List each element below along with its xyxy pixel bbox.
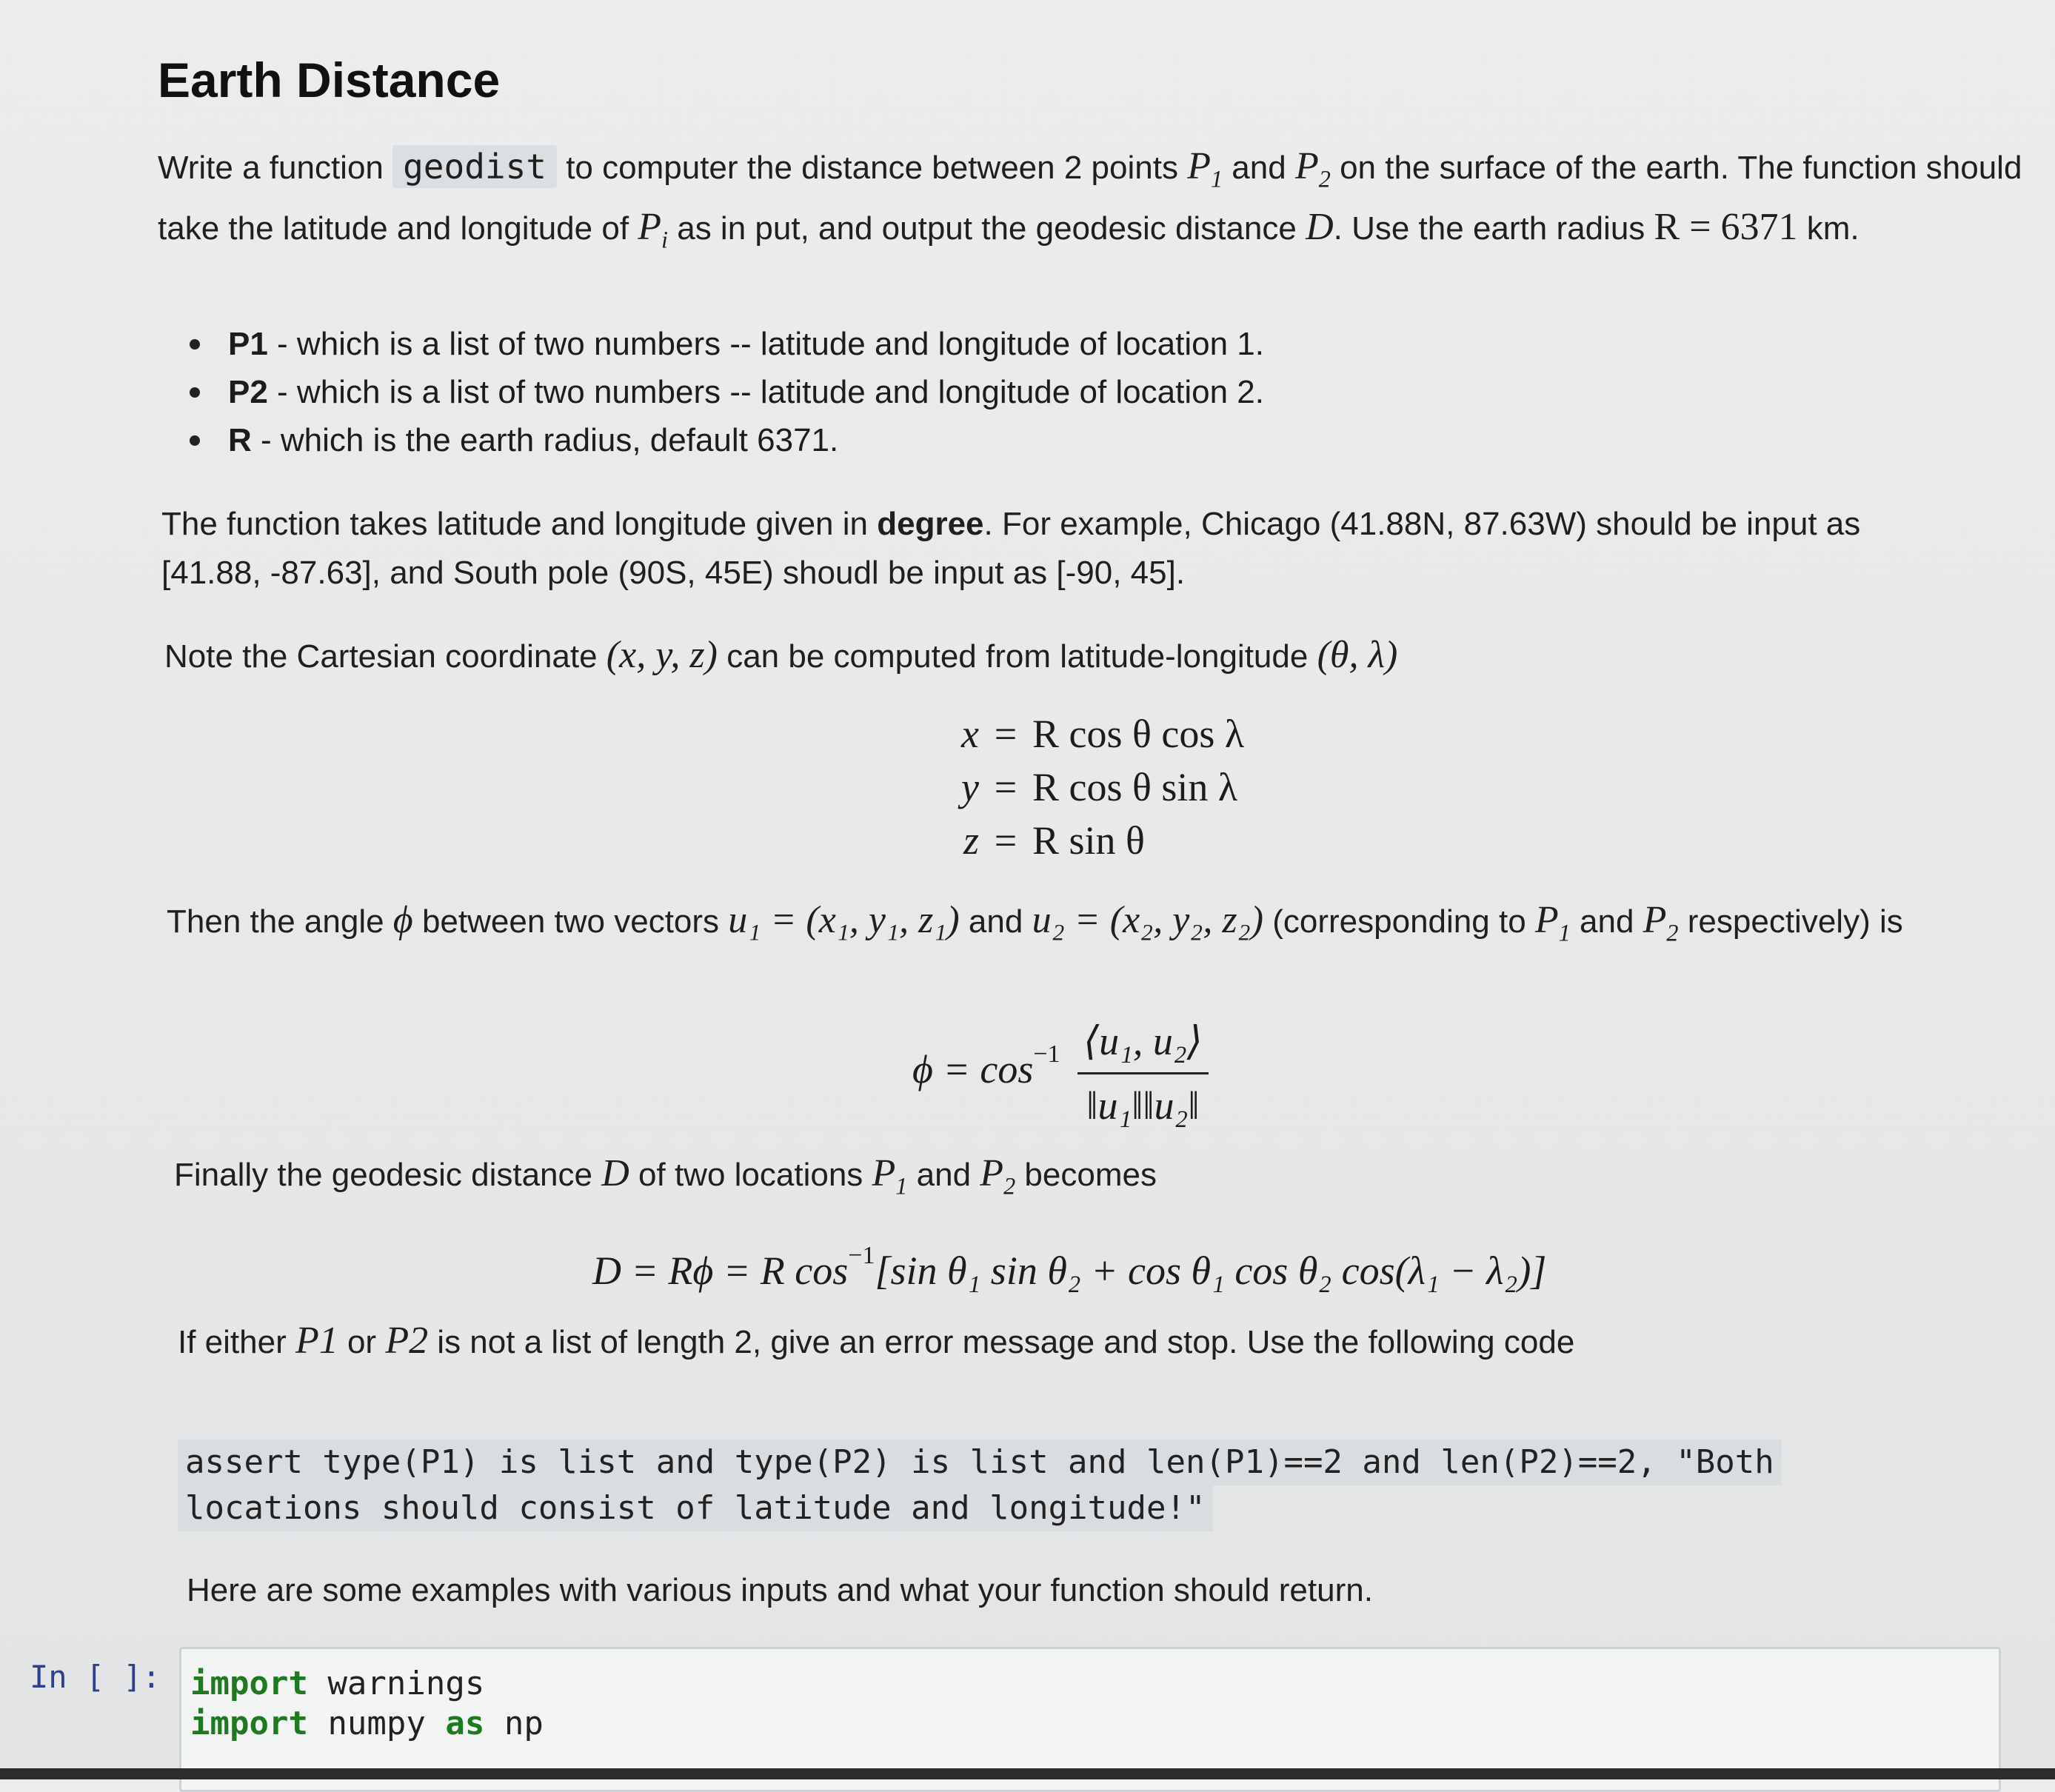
math-p1: $P_1$ xyxy=(872,1152,908,1200)
bullet-key: R xyxy=(228,422,252,458)
math-u1: u₁ = (x₁, y₁, z₁) xyxy=(728,899,960,941)
math-pi: $P_i$ xyxy=(638,206,669,253)
assert-code-block xyxy=(178,1440,1807,1531)
angle-paragraph xyxy=(167,896,2018,957)
intro-text-6: . Use the earth radius xyxy=(1333,210,1654,247)
angle-text-4: (corresponding to xyxy=(1263,903,1535,940)
math-p2: $P_2$ xyxy=(1643,899,1679,946)
distance-eq-part2: [sin θ₁ sin θ₂ + cos θ₁ cos θ₂ cos(λ₁ − λ₂)] xyxy=(875,1248,1547,1293)
keyword: as xyxy=(445,1705,485,1742)
equation-row xyxy=(935,760,1244,814)
distance-eq-part1: D = Rϕ = R cos xyxy=(592,1248,849,1293)
eq-sign: = xyxy=(994,712,1018,756)
code-line xyxy=(190,1664,544,1704)
final-paragraph xyxy=(174,1149,1951,1210)
phi-fraction xyxy=(1077,1014,1209,1132)
math-radius: R = 6371 xyxy=(1654,206,1798,249)
intro-text-1: Write a function xyxy=(158,150,393,186)
code-text: numpy xyxy=(307,1705,446,1742)
math-p1-label: P1 xyxy=(295,1320,338,1362)
keyword: import xyxy=(190,1705,308,1742)
cartesian-note xyxy=(164,631,1942,681)
final-text-2: of two locations xyxy=(629,1157,872,1193)
math-latlon: (θ, λ) xyxy=(1317,634,1398,676)
eq-rhs: R cos θ sin λ xyxy=(1032,765,1238,809)
math-d: D xyxy=(601,1152,629,1194)
error-paragraph xyxy=(178,1317,1955,1367)
equation-row xyxy=(935,814,1244,867)
final-text-3: and xyxy=(907,1157,980,1193)
cell-prompt: In [ ]: xyxy=(30,1659,161,1695)
equation-row xyxy=(935,707,1244,760)
code-text: np xyxy=(484,1705,544,1742)
final-text-4: becomes xyxy=(1015,1157,1157,1193)
eq-rhs: R cos θ cos λ xyxy=(1032,712,1245,756)
eq-lhs: z xyxy=(963,818,979,863)
eq-lhs: y xyxy=(961,765,979,809)
cell-code-editor[interactable] xyxy=(190,1664,544,1744)
math-p2: $P_2$ xyxy=(980,1152,1016,1200)
eq-rhs: R sin θ xyxy=(1032,818,1145,863)
math-xyz: (x, y, z) xyxy=(606,634,718,676)
intro-text-2: to computer the distance between 2 points xyxy=(556,150,1188,186)
phi-eq-sup: −1 xyxy=(1033,1040,1060,1068)
code-line-text: locations should consist of latitude and longitude!" xyxy=(178,1485,1213,1531)
parameter-list xyxy=(185,320,1264,464)
code-line-text: assert type(P1) is list and type(P2) is list and len(P1)==2 and len(P2)==2, "Both xyxy=(178,1440,1782,1485)
phi-eq-lhs: ϕ = cos xyxy=(912,1046,1034,1091)
bullet-text: - which is a list of two numbers -- latitude and longitude of location 2. xyxy=(267,374,1264,410)
angle-text-2: between two vectors xyxy=(412,903,729,940)
math-p2-label: P2 xyxy=(385,1320,429,1362)
error-text-1: If either xyxy=(178,1324,295,1360)
phi-numerator: ⟨u₁, u₂⟩ xyxy=(1083,1019,1203,1063)
bullet-key: P2 xyxy=(228,374,268,410)
bullet-key: P1 xyxy=(228,326,268,362)
final-text-1: Finally the geodesic distance xyxy=(174,1157,602,1193)
degree-paragraph xyxy=(161,500,1968,598)
angle-text-6: respectively) is xyxy=(1678,903,1903,940)
screen-bezel-edge xyxy=(0,1768,2055,1779)
code-line xyxy=(178,1485,1807,1531)
degree-bold: degree xyxy=(877,506,984,542)
cartesian-text-2: can be computed from latitude-longitude xyxy=(717,638,1317,675)
degree-text-1: The function takes latitude and longitude given in xyxy=(161,506,878,542)
intro-text-5: as in put, and output the geodesic distance xyxy=(668,210,1306,247)
keyword: import xyxy=(190,1665,308,1702)
math-p1: $P_1$ xyxy=(1534,899,1571,946)
error-text-2: or xyxy=(338,1324,386,1360)
eq-sign: = xyxy=(994,818,1018,863)
angle-text-3: and xyxy=(959,903,1032,940)
degree-text-2: . For example, Chicago (41.88N, 87.63W) should be input as [41.88, -87.63], and South pole (90S, 45E) shoudl be input as [-90, 45]. xyxy=(161,506,1861,591)
code-text: warnings xyxy=(307,1665,485,1702)
phi-equation xyxy=(912,1014,1209,1132)
intro-text-7: km. xyxy=(1797,210,1859,247)
angle-text-1: Then the angle xyxy=(167,903,393,940)
math-p2: $P_2$ xyxy=(1294,145,1331,193)
math-d: D xyxy=(1306,206,1334,249)
distance-equation xyxy=(592,1229,1546,1297)
bullet-text: - which is a list of two numbers -- latitude and longitude of location 1. xyxy=(267,326,1264,362)
eq-sign: = xyxy=(994,765,1018,809)
math-p1: $P_1$ xyxy=(1187,145,1223,193)
intro-text-3: and xyxy=(1223,150,1295,186)
markdown-title: Earth Distance xyxy=(158,53,501,107)
error-text-3: is not a list of length 2, give an error message and stop. Use the following code xyxy=(428,1324,1575,1360)
phi-denominator: ‖u₁‖‖u₂‖ xyxy=(1077,1072,1209,1132)
distance-eq-sup: −1 xyxy=(848,1242,875,1269)
list-item xyxy=(185,416,1264,464)
bullet-text: - which is the earth radius, default 6371. xyxy=(251,422,839,458)
intro-text-4: on the surface of the earth. The function should take the latitude and longitude of xyxy=(158,150,2022,247)
function-name-code: geodist xyxy=(392,145,557,188)
angle-text-5: and xyxy=(1570,903,1643,940)
cartesian-text-1: Note the Cartesian coordinate xyxy=(164,638,607,675)
math-u2: u₂ = (x₂, y₂, z₂) xyxy=(1032,899,1264,941)
math-phi: ϕ xyxy=(392,899,413,941)
intro-paragraph xyxy=(158,142,2024,264)
list-item xyxy=(185,320,1264,368)
code-line xyxy=(190,1704,544,1744)
cartesian-equations xyxy=(935,707,1244,867)
list-item xyxy=(185,368,1264,416)
eq-lhs: x xyxy=(961,712,979,756)
code-line xyxy=(178,1440,1807,1485)
examples-paragraph xyxy=(187,1566,1964,1615)
examples-text: Here are some examples with various inputs and what your function should return. xyxy=(187,1572,1373,1608)
